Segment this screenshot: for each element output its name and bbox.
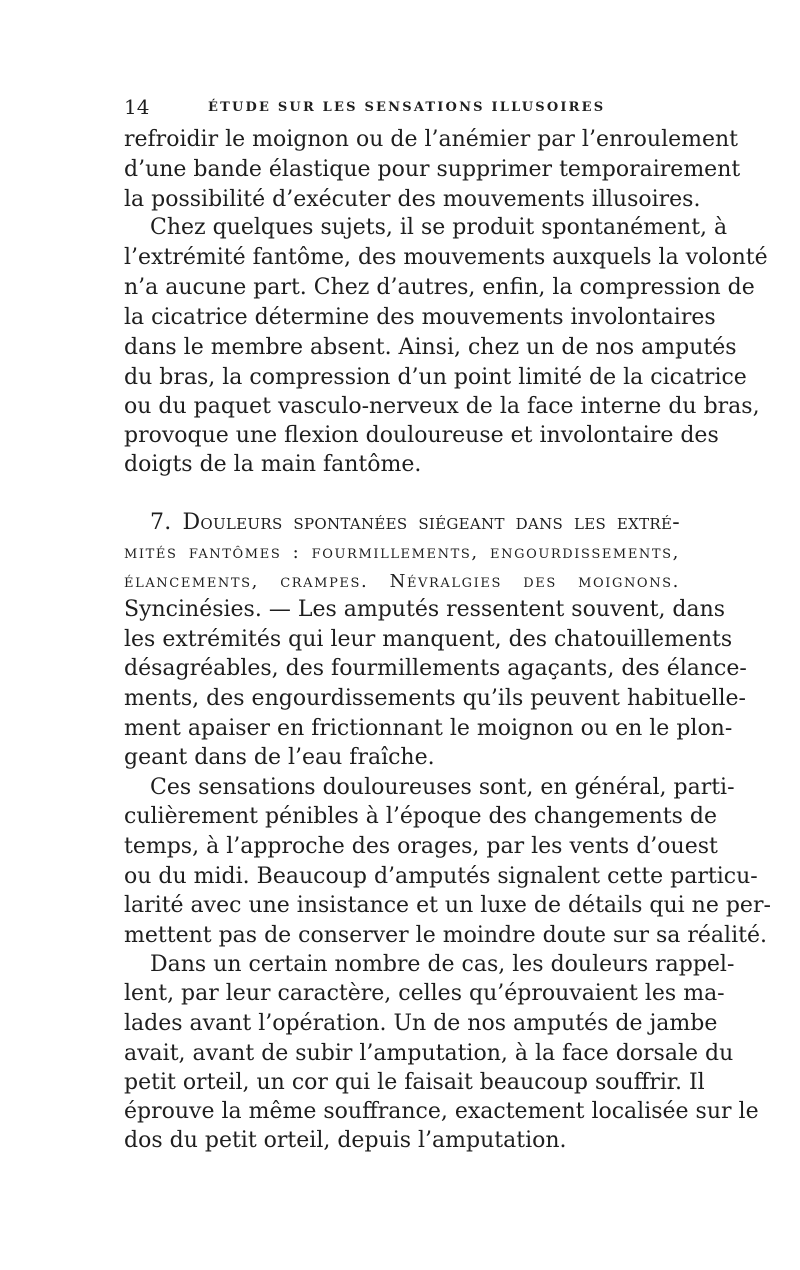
section-heading: élancements, crampes. Névralgies des moignons. [124, 571, 680, 592]
text-line: Chez quelques sujets, il se produit spontanément, à [150, 215, 728, 240]
text-line: désagréables, des fourmillements agaçants, des élance- [124, 656, 747, 681]
text-line: mettent pas de conserver le moindre doute sur sa réalité. [124, 923, 767, 948]
text-line: Syncinésies. — Les amputés ressentent souvent, dans [124, 597, 726, 622]
text-line: refroidir le moignon ou de l’anémier par l’enroulement [124, 127, 739, 152]
text-line: ments, des engourdissements qu’ils peuvent habituelle- [124, 686, 746, 711]
text-line: doigts de la main fantôme. [124, 452, 422, 477]
section-heading: mités fantômes : fourmillements, engourdissements, [124, 542, 680, 563]
text-line: l’extrémité fantôme, des mouvements auxquels la volonté [124, 245, 768, 270]
text-line: éprouve la même souffrance, exactement localisée sur le [124, 1099, 759, 1124]
text-line: Ces sensations douloureuses sont, en général, parti- [150, 775, 735, 800]
text-line: du bras, la compression d’un point limité de la cicatrice [124, 365, 747, 390]
text-line: la cicatrice détermine des mouvements involontaires [124, 305, 716, 330]
section-heading: 7. Douleurs spontanées siégeant dans les extré- [150, 510, 680, 535]
text-line: avait, avant de subir l’amputation, à la face dorsale du [124, 1041, 734, 1066]
text-line: temps, à l’approche des orages, par les vents d’ouest [124, 834, 718, 859]
text-line: lades avant l’opération. Un de nos amputés de jambe [124, 1011, 718, 1036]
text-line: larité avec une insistance et un luxe de détails qui ne per- [124, 893, 771, 918]
text-line: ou du paquet vasculo-nerveux de la face interne du bras, [124, 394, 760, 419]
text-line: provoque une flexion douloureuse et involontaire des [124, 423, 719, 448]
running-title: ÉTUDE SUR LES SENSATIONS ILLUSOIRES [208, 100, 606, 115]
text-line: petit orteil, un cor qui le faisait beaucoup souffrir. Il [124, 1070, 705, 1095]
text-line: dos du petit orteil, depuis l’amputation. [124, 1128, 567, 1153]
text-line: culièrement pénibles à l’époque des changements de [124, 804, 718, 829]
page-number: 14 [124, 95, 150, 119]
text-line: lent, par leur caractère, celles qu’éprouvaient les ma- [124, 981, 725, 1006]
text-line: n’a aucune part. Chez d’autres, enfin, la compression de [124, 275, 755, 300]
text-line: ou du midi. Beaucoup d’amputés signalent cette particu- [124, 864, 758, 889]
text-line: d’une bande élastique pour supprimer temporairement [124, 157, 741, 182]
text-line: dans le membre absent. Ainsi, chez un de nos amputés [124, 335, 737, 360]
text-line: Dans un certain nombre de cas, les douleurs rappel- [150, 952, 735, 977]
text-line: les extrémités qui leur manquent, des chatouillements [124, 627, 733, 652]
text-line: la possibilité d’exécuter des mouvements illusoires. [124, 187, 701, 212]
page-header [124, 94, 684, 120]
text-line: geant dans de l’eau fraîche. [124, 745, 435, 770]
text-line: ment apaiser en frictionnant le moignon ou en le plon- [124, 716, 733, 741]
